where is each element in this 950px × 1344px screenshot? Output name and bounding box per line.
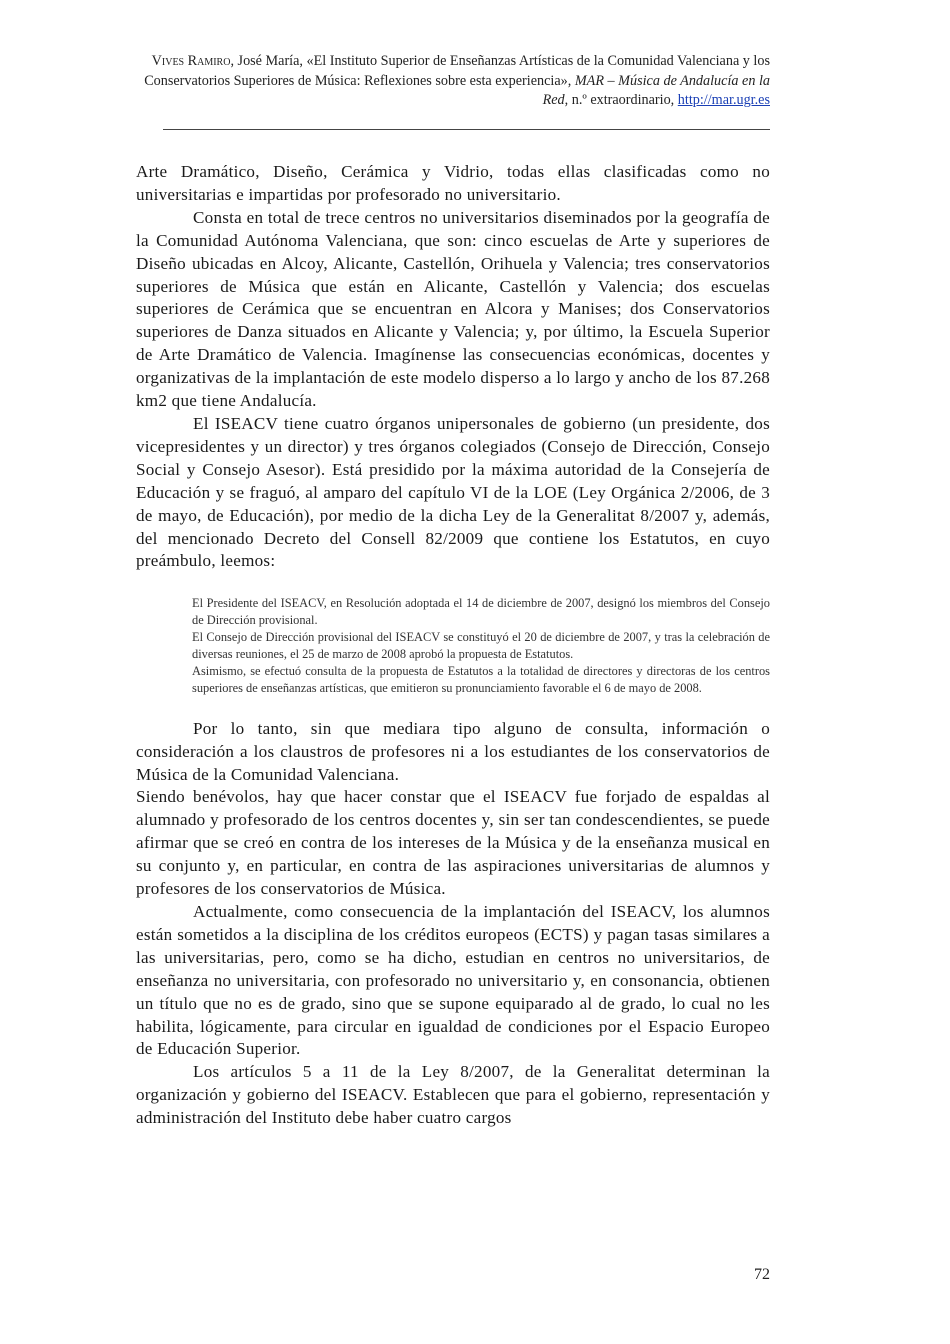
paragraph: Siendo benévolos, hay que hacer constar que el ISEACV fue forjado de espaldas al alumnado y profesorado de los centros docentes y, sin ser tan condescendientes, se puede afirmar que se creó en contra de los intereses de la Música y de la enseñanza musical en su conjunto y, en particular, en contra de las aspiraciones universitarias de alumnos y profesores de los conservatorios de Música. (136, 787, 770, 899)
paragraph: Arte Dramático, Diseño, Cerámica y Vidrio, todas ellas clasificadas como no universitarias e impartidas por profesorado no universitario. (136, 162, 770, 204)
paragraphs-after-quote (136, 718, 770, 1130)
header-author: Vives Ramiro (151, 53, 231, 69)
header-issue: , n.º extraordinario, (564, 92, 678, 108)
paragraph: El ISEACV tiene cuatro órganos unipersonales de gobierno (un presidente, dos vicepresidentes y un director) y tres órganos colegiados (Consejo de Dirección, Consejo Social y Consejo Asesor). Está presidido por la máxima autoridad de la Consejería de Educación y se fraguó, al amparo del capítulo VI de la LOE (Ley Orgánica 2/2006, de 3 de mayo, de Educación), por medio de la dicha Ley de la Generalitat 8/2007 y, además, del mencionado Decreto del Consell 82/2009 que contiene los Estatutos, en cuyo preámbulo, leemos: (136, 413, 770, 571)
header-url-link[interactable]: http://mar.ugr.es (677, 92, 770, 108)
block-quote (192, 595, 770, 696)
quote-line: Asimismo, se efectuó consulta de la propuesta de Estatutos a la totalidad de directores y directoras de los centros superiores de enseñanzas artísticas, que emitieron su pronunciamiento favorable el 6 de mayo de 2008. (192, 663, 770, 695)
quote-line: El Presidente del ISEACV, en Resolución adoptada el 14 de diciembre de 2007, designó los miembros del Consejo de Dirección provisional. (192, 596, 770, 628)
paragraph: Por lo tanto, sin que mediara tipo alguno de consulta, información o consideración a los claustros de profesores ni a los estudiantes de los conservatorios de Música de la Comunidad Valenciana. (136, 718, 770, 784)
paragraph: Actualmente, como consecuencia de la implantación del ISEACV, los alumnos están sometidos a la disciplina de los créditos europeos (ECTS) y pagan tasas similares a las universitarias, pero, como se ha dicho, estudian en centros no universitarios, de enseñanza no universitaria, con profesorado no universitario y, en consonancia, obtienen un título que no es de grado, sino que se supone equiparado al de grado, lo cual no les habilita, lógicamente, para circular en igualdad de condiciones por el Espacio Europeo de Educación Superior. (136, 902, 770, 1059)
paragraph: Consta en total de trece centros no universitarios diseminados por la geografía de la Comunidad Autónoma Valenciana, que son: cinco escuelas de Arte y superiores de Diseño ubicadas en Alcoy, Alicante, Castellón, Orihuela y Valencia; tres conservatorios superiores de Música que están en Alicante, Castellón y Valencia; dos escuelas superiores de Cerámica que se encuentran en Alcora y Manises; dos Conservatorios superiores de Danza situados en Alicante y Valencia; y, por último, la Escuela Superior de Arte Dramático de Valencia. Imagínense las consecuencias económicas, docentes y organizativas de la implantación de este modelo disperso a lo largo y ancho de los 87.268 km2 que tiene Andalucía. (136, 207, 770, 411)
quote-line: El Consejo de Dirección provisional del ISEACV se constituyó el 20 de diciembre de 2007, y tras la celebración de diversas reuniones, el 25 de marzo de 2008 aprobó la propuesta de Estatutos. (192, 630, 770, 662)
header-journal: MAR – Música de Andalucía en la Red (542, 72, 770, 108)
body-text (136, 161, 770, 1130)
header-rule (163, 129, 770, 130)
running-header (136, 52, 770, 111)
paragraphs-before-quote (136, 161, 770, 573)
page-number: 72 (754, 1266, 770, 1283)
paragraph: Los artículos 5 a 11 de la Ley 8/2007, de la Generalitat determinan la organización y gobierno del ISEACV. Establecen que para el gobierno, representación y administración del Instituto debe haber cuatro cargos (136, 1062, 770, 1128)
header-citation: , José María, «El Instituto Superior de Enseñanzas Artísticas de la Comunidad Valenciana y los Conservatorios Superiores de Música: Reflexiones sobre esta experiencia», (144, 53, 770, 89)
